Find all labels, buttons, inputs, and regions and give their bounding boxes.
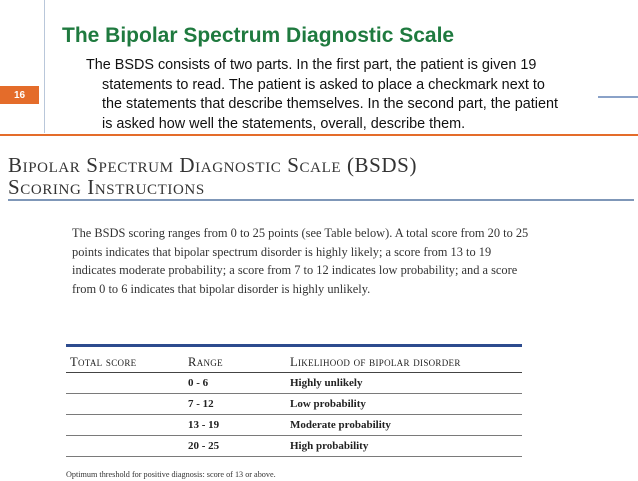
cell-likelihood: High probability [290, 440, 369, 452]
left-vertical-rule [44, 0, 45, 133]
document-heading [8, 154, 417, 198]
cell-range: 7 - 12 [188, 398, 214, 410]
slide-number: 16 [13, 89, 26, 101]
cell-likelihood: Moderate probability [290, 419, 391, 431]
table-row [66, 373, 522, 394]
cell-range: 0 - 6 [188, 377, 209, 389]
table-footnote: Optimum threshold for positive diagnosis: score of 13 or above. [66, 470, 276, 479]
table-row [66, 415, 522, 436]
body-line: is asked how well the statements, overall, describe them. [102, 115, 466, 132]
document-heading-line1: Bipolar Spectrum Diagnostic Scale (BSDS) [8, 153, 418, 177]
scoring-paragraph: The BSDS scoring ranges from 0 to 25 points (see Table below). A total score from 20 to 25 points indicates that bipolar spectrum disorder is highly likely; a score from 13 to 19 indicates moderate probability; a score from 7 to 12 indicates low probability; and a score from 0 to 6 indicates that bipolar disorder is highly unlikely. [72, 226, 529, 296]
slide-title: The Bipolar Spectrum Diagnostic Scale [62, 24, 455, 47]
slide-number-badge [0, 86, 39, 104]
heading-rule [8, 199, 634, 201]
header-total-score: Total score [70, 354, 137, 369]
header-range: Range [188, 354, 223, 369]
slide-body-text [86, 56, 606, 134]
table-row [66, 436, 522, 457]
embedded-document-image [0, 134, 638, 481]
cell-range: 13 - 19 [188, 419, 220, 431]
table-top-bar [66, 344, 522, 347]
cell-likelihood: Low probability [290, 398, 366, 410]
scoring-table [66, 352, 522, 457]
cell-likelihood: Highly unlikely [290, 377, 363, 389]
table-row [66, 394, 522, 415]
document-heading-line2: Scoring Instructions [8, 175, 205, 199]
header-likelihood: Likelihood of bipolar disorder [290, 354, 461, 369]
cell-range: 20 - 25 [188, 440, 220, 452]
body-line: The BSDS consists of two parts. In the first part, the patient is given 19 [86, 57, 537, 73]
table-header-row [66, 352, 522, 373]
body-line: the statements that describe themselves. In the second part, the patient [102, 96, 558, 112]
body-line: statements to read. The patient is asked to place a checkmark next to [102, 76, 545, 93]
